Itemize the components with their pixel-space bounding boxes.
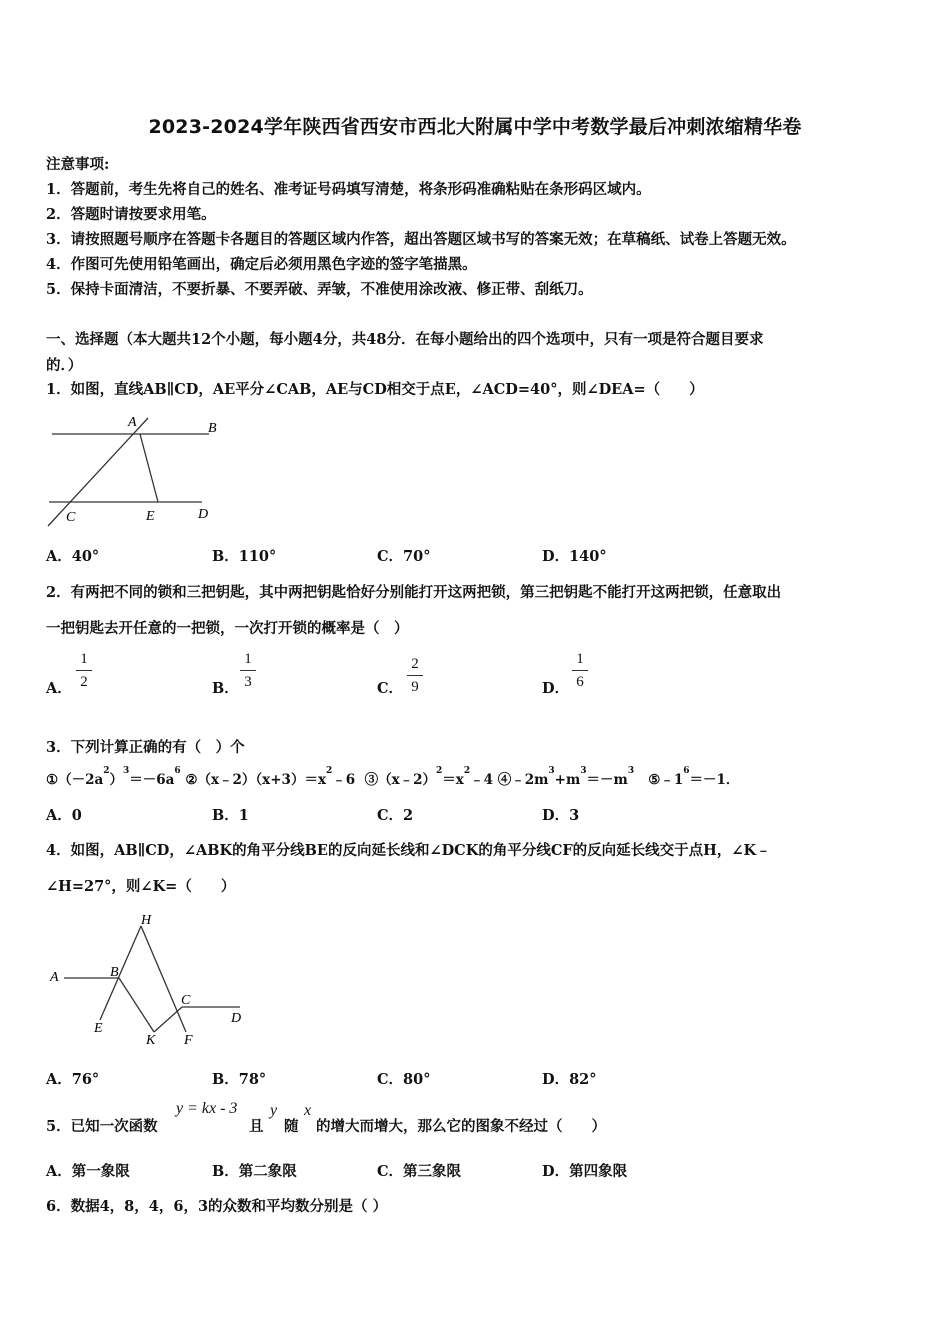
question-5-prefix: 5．已知一次函数 <box>46 1118 158 1135</box>
fraction-numerator: 1 <box>244 651 252 667</box>
question-3: 3．下列计算正确的有（ ）个 <box>46 739 245 756</box>
expr-exp: 3 <box>627 766 635 776</box>
q1-label-A: A <box>128 415 137 430</box>
section-heading-cont: 的．） <box>46 357 83 374</box>
fraction-numerator: 1 <box>80 651 88 667</box>
q2-option-b-fraction <box>238 650 258 691</box>
expr-exp: 2 <box>103 766 110 776</box>
fraction-denominator: 3 <box>244 674 252 690</box>
q1-label-B: B <box>208 421 217 436</box>
q1-figure <box>44 410 224 534</box>
notice-item: 5．保持卡面清洁，不要折暴、不要弄破、弄皱，不准使用涂改液、修正带、刮纸刀。 <box>46 281 593 298</box>
notice-item: 4．作图可先使用铅笔画出，确定后必须用黑色字迹的签字笔描黑。 <box>46 256 477 273</box>
expr-exp: 6 <box>174 766 181 776</box>
expr-text: ＝－1． <box>689 772 740 788</box>
expr-text: +m <box>554 772 581 788</box>
notice-item: 1．答题前，考生先将自己的姓名、准考证号码填写清楚，将条形码准确粘贴在条形码区域内。 <box>46 181 651 198</box>
q1-option-d: D．140° <box>542 548 607 565</box>
page-title: 2023-2024学年陕西省西安市西北大附属中学中考数学最后冲刺浓缩精华卷 <box>148 116 802 138</box>
expr-exp: 6 <box>683 766 690 776</box>
q1-label-D: D <box>198 507 209 522</box>
q5-var-y: y <box>270 1102 278 1119</box>
q4-label-C: C <box>181 993 191 1008</box>
q5-sui: 随 <box>284 1118 299 1135</box>
q4-label-H: H <box>141 913 152 928</box>
q4-label-K: K <box>146 1033 156 1048</box>
fraction-numerator: 2 <box>411 656 419 672</box>
q2-option-d-label: D． <box>542 680 570 697</box>
notice-item: 2．答题时请按要求用笔。 <box>46 206 216 223</box>
q5-option-b: B．第二象限 <box>212 1163 297 1180</box>
q3-option-a: A．0 <box>46 807 82 824</box>
q2-option-c-fraction <box>405 655 425 696</box>
q4-label-A: A <box>50 970 59 985</box>
question-5-suffix: 的增大而增大，那么它的图象不经过（ ） <box>316 1118 606 1135</box>
expr-exp: 2 <box>436 766 443 776</box>
q5-option-a: A．第一象限 <box>46 1163 130 1180</box>
question-2: 2．有两把不同的锁和三把钥匙，其中两把钥匙恰好分别能打开这两把锁，第三把钥匙不能打开这两把锁，任意取出 <box>46 584 782 601</box>
q3-option-b: B．1 <box>212 807 249 824</box>
q2-option-b-label: B． <box>212 680 239 697</box>
question-2-cont: 一把钥匙去开任意的一把锁，一次打开锁的概率是（ ） <box>46 620 409 637</box>
q5-formula: y = kx - 3 <box>176 1100 238 1117</box>
q3-option-c: C．2 <box>377 807 414 824</box>
q4-label-D: D <box>231 1011 242 1026</box>
expr-text: ③（x﹣2） <box>364 772 437 788</box>
q3-option-d: D．3 <box>542 807 580 824</box>
expr-exp: 3 <box>548 766 555 776</box>
q2-option-a-fraction <box>74 650 94 691</box>
q2-option-a-label: A． <box>46 680 72 697</box>
q2-option-c-label: C． <box>377 680 404 697</box>
expr-text: ②（x﹣2）（x+3）＝x <box>185 772 326 788</box>
fraction-numerator: 1 <box>576 651 584 667</box>
fraction-denominator: 2 <box>80 674 88 690</box>
section-heading: 一、选择题（本大题共12个小题，每小题4分，共48分．在每小题给出的四个选项中，只有一项是符合题目要求 <box>46 331 764 348</box>
q4-option-d: D．82° <box>542 1071 597 1088</box>
q3-expressions <box>46 768 739 788</box>
expr-text: ） <box>109 772 124 788</box>
expr-exp: 2 <box>326 766 333 776</box>
q5-var-x: x <box>304 1102 312 1119</box>
expr-text: ﹣4 ④﹣2m <box>470 772 549 788</box>
q5-and: 且 <box>249 1118 264 1135</box>
expr-text: ﹣6 <box>332 772 356 788</box>
q5-option-c: C．第三象限 <box>377 1163 462 1180</box>
expr-exp: 3 <box>580 766 587 776</box>
q4-label-F: F <box>184 1033 193 1048</box>
q4-label-B: B <box>110 965 119 980</box>
q1-option-b: B．110° <box>212 548 277 565</box>
q1-option-c: C．70° <box>377 548 431 565</box>
expr-exp: 2 <box>463 766 471 776</box>
q2-option-d-fraction <box>570 650 590 691</box>
notice-heading: 注意事项: <box>46 156 110 173</box>
expr-text: ⑤﹣1 <box>648 772 684 788</box>
expr-text: ＝x <box>442 772 464 788</box>
notice-item: 3．请按照题号顺序在答题卡各题目的答题区域内作答，超出答题区域书写的答案无效；在草稿纸、试卷上答题无效。 <box>46 231 796 248</box>
fraction-denominator: 9 <box>411 679 419 695</box>
question-1: 1．如图，直线AB∥CD，AE平分∠CAB，AE与CD相交于点E，∠ACD=40°，则∠DEA=（ ） <box>46 381 704 398</box>
question-4-cont: ∠H=27°，则∠K=（ ） <box>46 878 236 895</box>
expr-text: ＝－m <box>586 772 628 788</box>
expr-text: ①（－2a <box>46 772 104 788</box>
q4-label-E: E <box>94 1021 103 1036</box>
question-4: 4．如图，AB∥CD，∠ABK的角平分线BE的反向延长线和∠DCK的角平分线CF的反向延长线交于点H，∠K﹣ <box>46 842 771 859</box>
q1-label-E: E <box>146 509 155 524</box>
q4-option-b: B．78° <box>212 1071 267 1088</box>
q4-option-c: C．80° <box>377 1071 431 1088</box>
q1-label-C: C <box>66 510 76 525</box>
question-6: 6．数据4，8，4，6，3的众数和平均数分别是（ ） <box>46 1198 388 1215</box>
fraction-denominator: 6 <box>576 674 584 690</box>
q5-option-d: D．第四象限 <box>542 1163 628 1180</box>
q4-figure <box>44 908 254 1052</box>
expr-exp: 3 <box>123 766 130 776</box>
q4-option-a: A．76° <box>46 1071 100 1088</box>
expr-text: ＝－6a <box>129 772 175 788</box>
q1-option-a: A．40° <box>46 548 100 565</box>
